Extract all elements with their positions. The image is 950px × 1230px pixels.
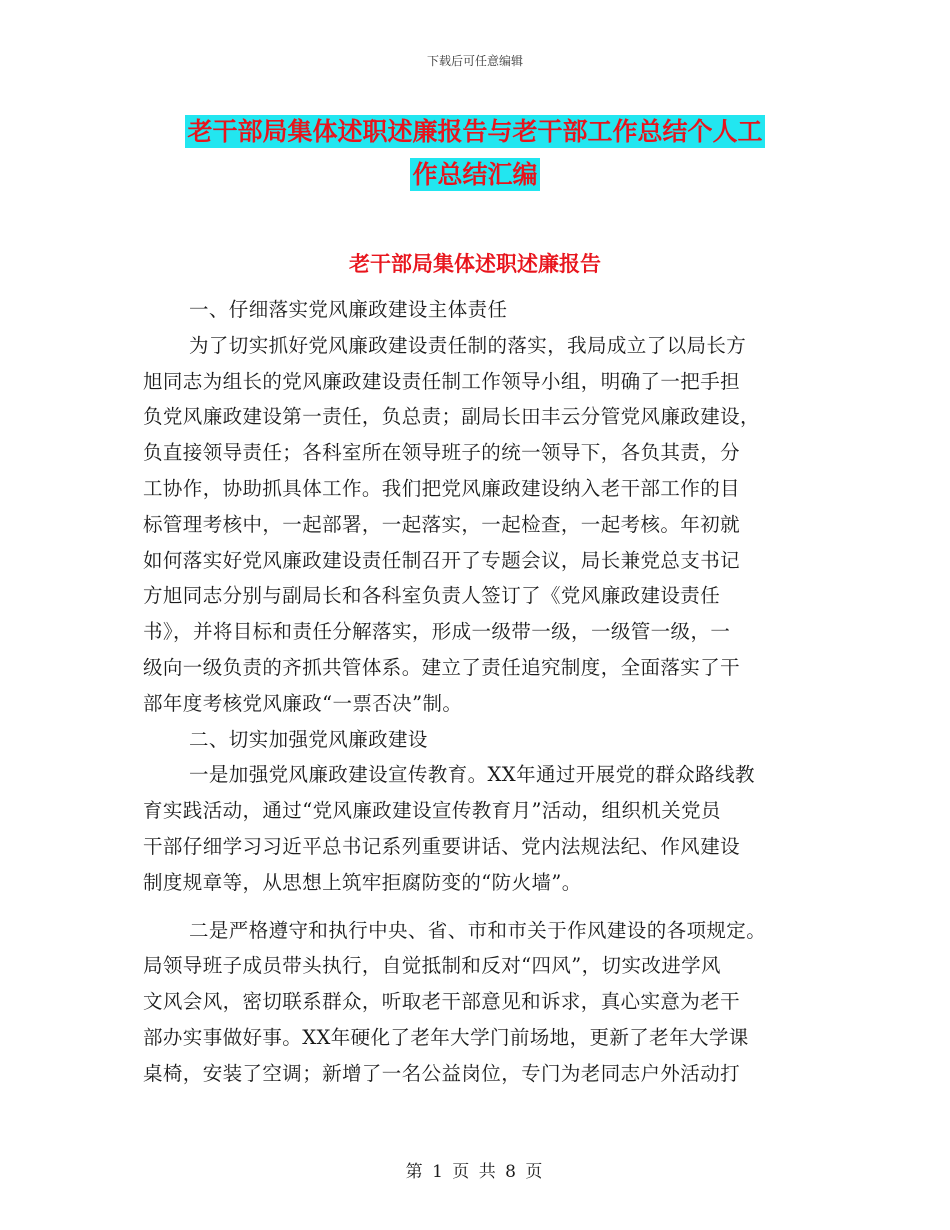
document-body (143, 292, 808, 1092)
heading-line: 二、切实加强党风廉政建设 (189, 727, 428, 751)
paragraph-line: 制度规章等，从思想上筑牢拒腐防变的“防火墙”。 (143, 870, 582, 894)
paragraph-line: 部办实事做好事。XX年硬化了老年大学门前场地，更新了老年大学课 (143, 1025, 749, 1049)
section-title: 老干部局集体述职述廉报告 (349, 252, 601, 276)
title-line-2-text: 作总结汇编 (412, 160, 538, 189)
document-title-line-2 (0, 153, 950, 197)
paragraph-line: 负党风廉政建设第一责任，负总责；副局长田丰云分管党风廉政建设， (143, 405, 760, 429)
paragraph-gap (143, 901, 808, 913)
heading-line: 一、仔细落实党风廉政建设主体责任 (189, 298, 508, 321)
paragraph-line: 部年度考核党风廉政“一票否决”制。 (143, 691, 463, 715)
paragraph-line: 如何落实好党风廉政建设责任制召开了专题会议，局长兼党总支书记 (143, 548, 741, 572)
paragraph-line: 书》，并将目标和责任分解落实，形成一级带一级，一级管一级，一 (143, 620, 731, 644)
paragraph-line: 文风会风，密切联系群众，听取老干部意见和诉求，真心实意为老干 (143, 990, 741, 1014)
paragraph-line: 二是严格遵守和执行中央、省、市和市关于作风建设的各项规定。 (189, 918, 767, 942)
page-header-note: 下载后可任意编辑 (426, 54, 523, 68)
paragraph-line: 一是加强党风廉政建设宣传教育。XX年通过开展党的群众路线教 (189, 763, 755, 787)
paragraph-line: 桌椅，安装了空调；新增了一名公益岗位，专门为老同志户外活动打 (143, 1061, 741, 1085)
paragraph-line: 旭同志为组长的党风廉政建设责任制工作领导小组，明确了一把手担 (143, 369, 741, 393)
paragraph-line: 为了切实抓好党风廉政建设责任制的落实，我局成立了以局长方 (189, 333, 747, 357)
paragraph-line: 方旭同志分别与副局长和各科室负责人签订了《党风廉政建设责任 (143, 584, 721, 608)
paragraph-line: 育实践活动，通过“党风廉政建设宣传教育月”活动，组织机关党员 (143, 799, 721, 823)
title-line-1-text: 老干部局集体述职述廉报告与老干部工作总结个人工 (187, 117, 763, 146)
page-number-footer: 第 1 页 共 8 页 (405, 1162, 545, 1182)
paragraph-line: 局领导班子成员带头执行，自觉抵制和反对“四风”，切实改进学风 (143, 954, 721, 978)
paragraph-line: 负直接领导责任；各科室所在领导班子的统一领导下，各负其责，分 (143, 441, 741, 465)
paragraph-line: 工协作，协助抓具体工作。我们把党风廉政建设纳入老干部工作的目 (143, 476, 741, 500)
document-title-line-1 (0, 110, 950, 154)
paragraph-line: 标管理考核中，一起部署，一起落实，一起检查，一起考核。年初就 (143, 512, 741, 536)
paragraph-line: 级向一级负责的齐抓共管体系。建立了责任追究制度，全面落实了干 (143, 655, 741, 679)
paragraph-line: 干部仔细学习习近平总书记系列重要讲话、党内法规法纪、作风建设 (143, 834, 741, 858)
